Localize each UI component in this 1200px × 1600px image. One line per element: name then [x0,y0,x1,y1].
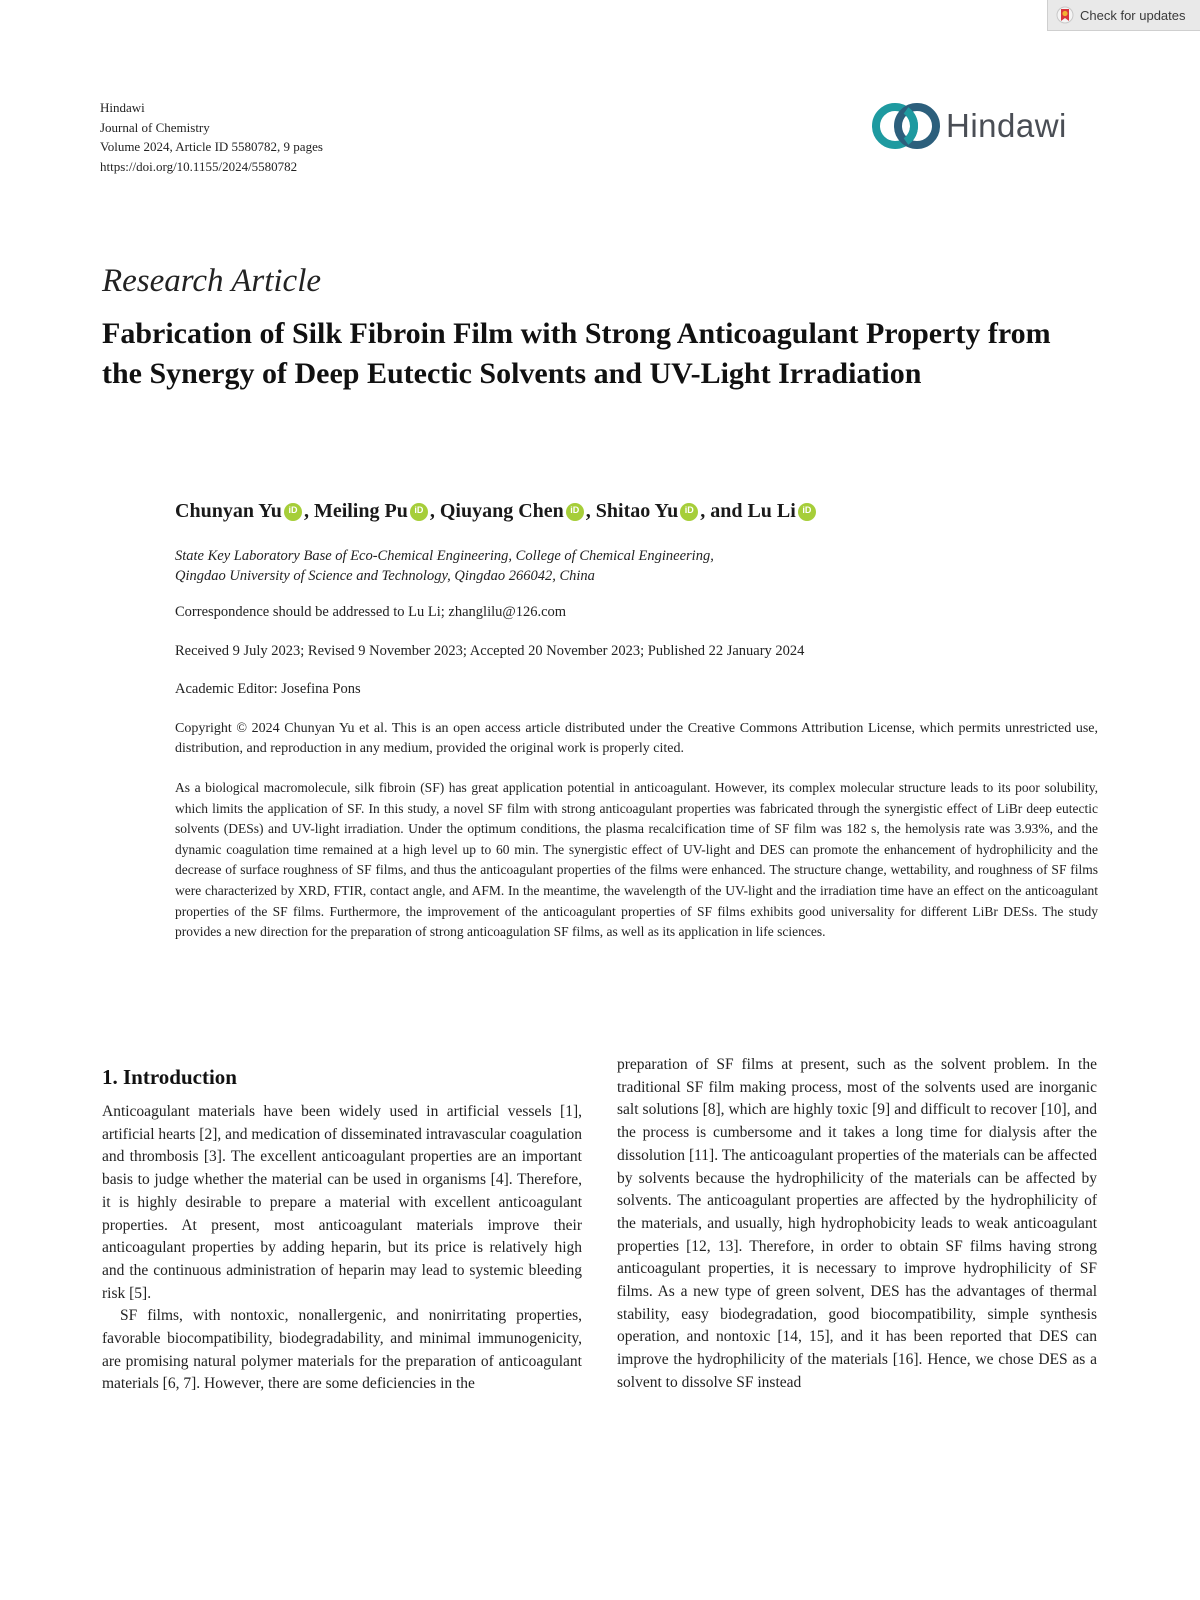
body-paragraph: Anticoagulant materials have been widely used in artificial vessels [1], artificial hearts [2], and medication of disseminated intravascular coagulation and thrombosis [3]. The excellent anticoagulant properties are an important basis to judge whether the material can be used in organisms [4]. Therefore, it is highly desirable to prepare a material with excellent anticoagulant properties. At present, most anticoagulant materials improve their anticoagulant properties by adding heparin, but its price is relatively high and the continuous administration of heparin may lead to systemic bleeding risk [5]. [102,1103,582,1302]
body-paragraph: preparation of SF films at present, such as the solvent problem. In the traditional SF film making process, most of the solvents used are inorganic salt solutions [8], which are highly toxic [9] and difficult to recover [10], and the process is cumbersome and it takes a long time for dialysis after the dissolution [11]. The anticoagulant properties of the materials can be affected by solvents because the hydrophilicity of the materials can be affected by solvents. The anticoagulant properties are affected by the hydrophilicity of the materials, and usually, high hydrophobicity leads to weak anticoagulant properties [12, 13]. Therefore, in order to obtain SF films having strong anticoagulant properties, it is necessary to improve hydrophilicity of SF films. As a new type of green solvent, DES has the advantages of thermal stability, easy biodegradation, good biocompatibility, simple synthesis operation, and nontoxic [14, 15], and it has been reported that DES can improve the hydrophilicity of the materials [16]. Hence, we chose DES as a solvent to dissolve SF instead [617,1056,1097,1391]
orcid-icon[interactable] [410,503,428,521]
journal-name: Journal of Chemistry [100,119,210,135]
author-name[interactable]: Lu Li [747,500,796,522]
affiliation [175,546,714,586]
author-name[interactable]: Meiling Pu [313,500,408,522]
author-name[interactable]: Chunyan Yu [175,500,282,522]
author-separator: , [303,500,314,522]
hindawi-logo-icon [870,98,942,154]
academic-editor: Academic Editor: Josefina Pons [175,681,361,697]
bookmark-check-icon [1056,6,1074,24]
section-heading: 1. Introduction [102,1065,237,1089]
volume-info: Volume 2024, Article ID 5580782, 9 pages [100,139,323,154]
author-list [175,500,818,523]
orcid-icon[interactable] [566,503,584,521]
body-paragraph: SF films, with nontoxic, nonallergenic, and nonirritating properties, favorable biocompatibility, biodegradability, and minimal immunogenicity, are promising natural polymer materials for the preparation of anticoagulant materials [6, 7]. However, there are some deficiencies in the [102,1307,582,1393]
hindawi-logo-text: Hindawi [946,107,1067,144]
hindawi-logo [870,98,1067,154]
orcid-icon[interactable] [284,503,302,521]
abstract: As a biological macromolecule, silk fibroin (SF) has great application potential in anticoagulant. However, its complex molecular structure leads to its poor solubility, which limits the application of SF. In this study, a novel SF film with strong anticoagulant properties was fabricated through the synergistic effect of LiBr deep eutectic solvents (DESs) and UV-light irradiation. Under the optimum conditions, the plasma recalcification time of SF film was 182 s, the hemolysis rate was 3.93%, and the dynamic coagulation time remained at a high level up to 60 min. The synergistic effect of UV-light and DES can promote the enhancement of hydrophilicity and the decrease of surface roughness of SF films, and thus the anticoagulant properties of the films were enhanced. The structure change, wettability, and roughness of SF films were characterized by XRD, FTIR, contact angle, and AFM. In the meantime, the wavelength of the UV-light and the irradiation time have an effect on the anticoagulant properties of the SF films. Furthermore, the improvement of the anticoagulant properties of SF films exhibits good universality for different LiBr DESs. The study provides a new direction for the preparation of strong anticoagulation SF films, as well as its application in life sciences. [175,780,1098,940]
affiliation-line: Qingdao University of Science and Technology, Qingdao 266042, China [175,568,595,584]
author-separator: , [585,500,596,522]
body-column-left [102,1101,582,1396]
author-name[interactable]: Qiuyang Chen [439,500,564,522]
orcid-icon[interactable] [680,503,698,521]
affiliation-line: State Key Laboratory Base of Eco-Chemical Engineering, College of Chemical Engineering, [175,548,714,564]
author-separator: , [429,500,440,522]
check-for-updates-label: Check for updates [1080,7,1186,23]
article-dates: Received 9 July 2023; Revised 9 November 2023; Accepted 20 November 2023; Published 22 January 2024 [175,643,805,659]
article-metadata [100,98,323,176]
author-separator: , and [700,500,748,522]
correspondence: Correspondence should be addressed to Lu Li; zhanglilu@126.com [175,604,567,620]
article-type: Research Article [102,263,322,299]
publisher-name: Hindawi [100,100,145,115]
orcid-icon[interactable] [798,503,816,521]
article-title: Fabrication of Silk Fibroin Film with Strong Anticoagulant Property from the Synergy of Deep Eutectic Solvents and UV-Light Irradiation [102,317,1051,390]
body-column-right [617,1054,1097,1395]
check-for-updates-button[interactable] [1047,0,1200,31]
copyright-notice: Copyright © 2024 Chunyan Yu et al. This is an open access article distributed under the Creative Commons Attribution License, which permits unrestricted use, distribution, and reproduction in any medium, provided the original work is properly cited. [175,721,1098,756]
doi-link[interactable]: https://doi.org/10.1155/2024/5580782 [100,158,298,174]
author-name[interactable]: Shitao Yu [595,500,679,522]
